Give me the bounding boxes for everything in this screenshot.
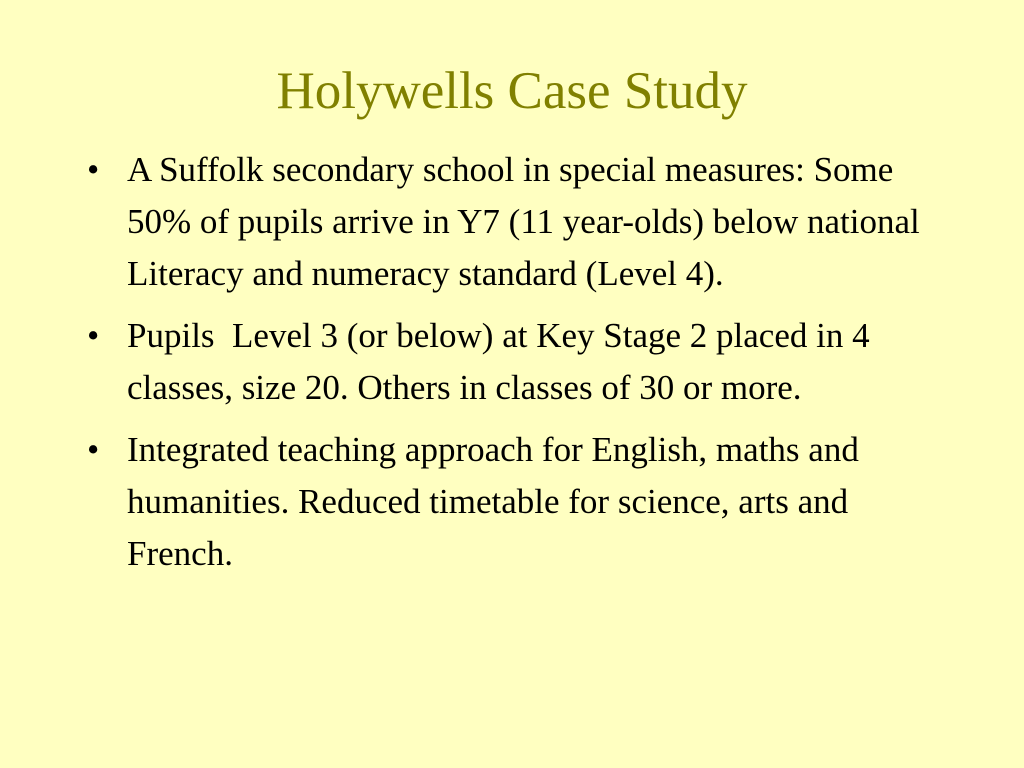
bullet-point-icon: • [87, 316, 100, 355]
bullet-item [82, 310, 942, 414]
slide-title: Holywells Case Study [276, 62, 748, 120]
bullet-text: Pupils Level 3 (or below) at Key Stage 2 placed in 4 classes, size 20. Others in classes of 30 or more. [127, 316, 879, 407]
bullet-list [82, 144, 942, 590]
bullet-text: Integrated teaching approach for English, maths and humanities. Reduced timetable for science, arts and French. [127, 430, 859, 573]
bullet-point-icon: • [87, 430, 100, 469]
bullet-item [82, 144, 942, 300]
bullet-text: A Suffolk secondary school in special measures: Some 50% of pupils arrive in Y7 (11 year-olds) below national Literacy and numeracy standard (Level 4). [127, 150, 920, 293]
bullet-item [82, 424, 942, 580]
bullet-point-icon: • [87, 150, 100, 189]
